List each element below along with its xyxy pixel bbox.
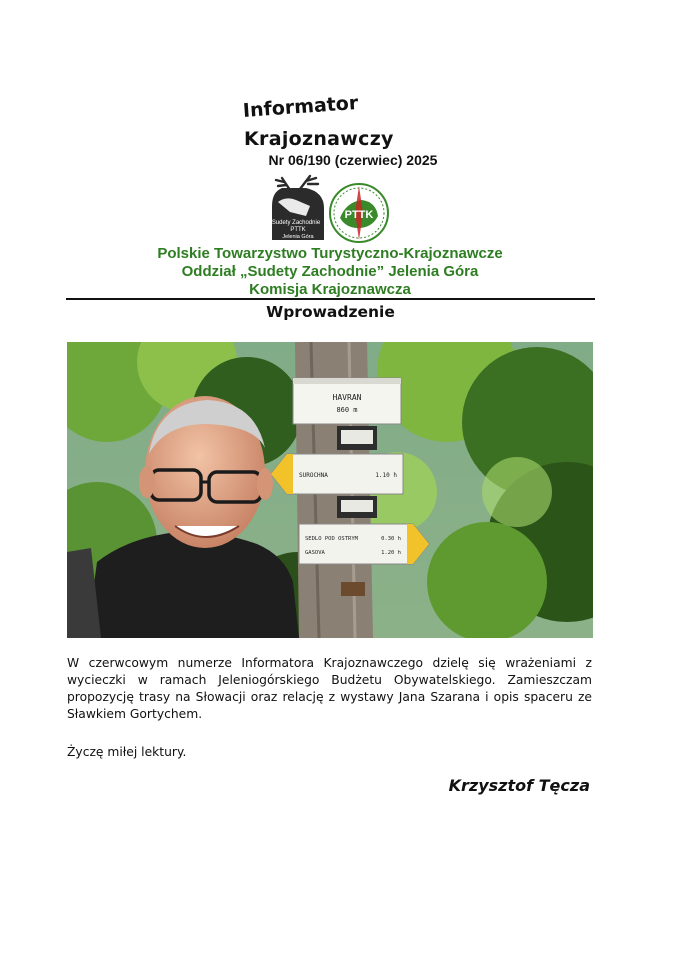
sign-low-time-1: 0.30 h	[381, 536, 401, 542]
author-signature: Krzysztof Tęcza	[448, 776, 590, 795]
deer-emblem-text-1: Sudety Zachodnie	[271, 220, 321, 226]
header-divider	[66, 298, 595, 300]
logos	[266, 172, 396, 244]
cover-photo	[67, 342, 593, 638]
intro-paragraph: W czerwcowym numerze Informatora Krajoznawczego dzielę się wrażeniami z wycieczki w ramach Jeleniogórskiego Budżetu Obywatelskiego. Zamieszczam propozycję trasy na Słowacji oraz relację z wystawy Jana Szarana i opis spaceru ze Sławkiem Gortychem.	[67, 656, 592, 721]
sign-mid-label: SUROCHNA	[299, 472, 328, 479]
sign-low-time-2: 1.20 h	[381, 550, 401, 556]
deer-emblem-text-3: Jelenia Góra	[282, 234, 314, 240]
deer-emblem-icon	[272, 176, 324, 240]
organization-branch: Oddział „Sudety Zachodnie” Jelenia Góra	[181, 263, 479, 280]
section-title: Wprowadzenie	[266, 303, 395, 321]
sign-low-label-1: SEDLO POD OSTRYM	[305, 536, 358, 542]
sign-top-label: HAVRAN	[332, 393, 362, 402]
closing-line: Życzę miłej lektury.	[67, 745, 187, 759]
trail-sign-low	[299, 524, 429, 564]
deer-emblem-text-2: PTTK	[290, 227, 306, 233]
pttk-logo-text: PTTK	[344, 209, 374, 221]
issue-number: Nr 06/190 (czerwiec) 2025	[268, 152, 438, 168]
pttk-compass-icon	[330, 184, 388, 242]
organization-name: Polskie Towarzystwo Turystyczno-Krajoznawcze	[157, 245, 503, 262]
trail-sign-top	[293, 378, 401, 424]
trail-sign-middle	[271, 454, 403, 494]
sign-low-label-2: GASOVA	[305, 550, 325, 556]
masthead-title-line1: Informator	[242, 91, 359, 122]
sign-mid-time: 1.10 h	[375, 472, 397, 479]
masthead-title-line2: Krajoznawczy	[244, 128, 394, 150]
sign-top-altitude: 860 m	[336, 406, 358, 414]
organization-commission: Komisja Krajoznawcza	[249, 281, 411, 298]
